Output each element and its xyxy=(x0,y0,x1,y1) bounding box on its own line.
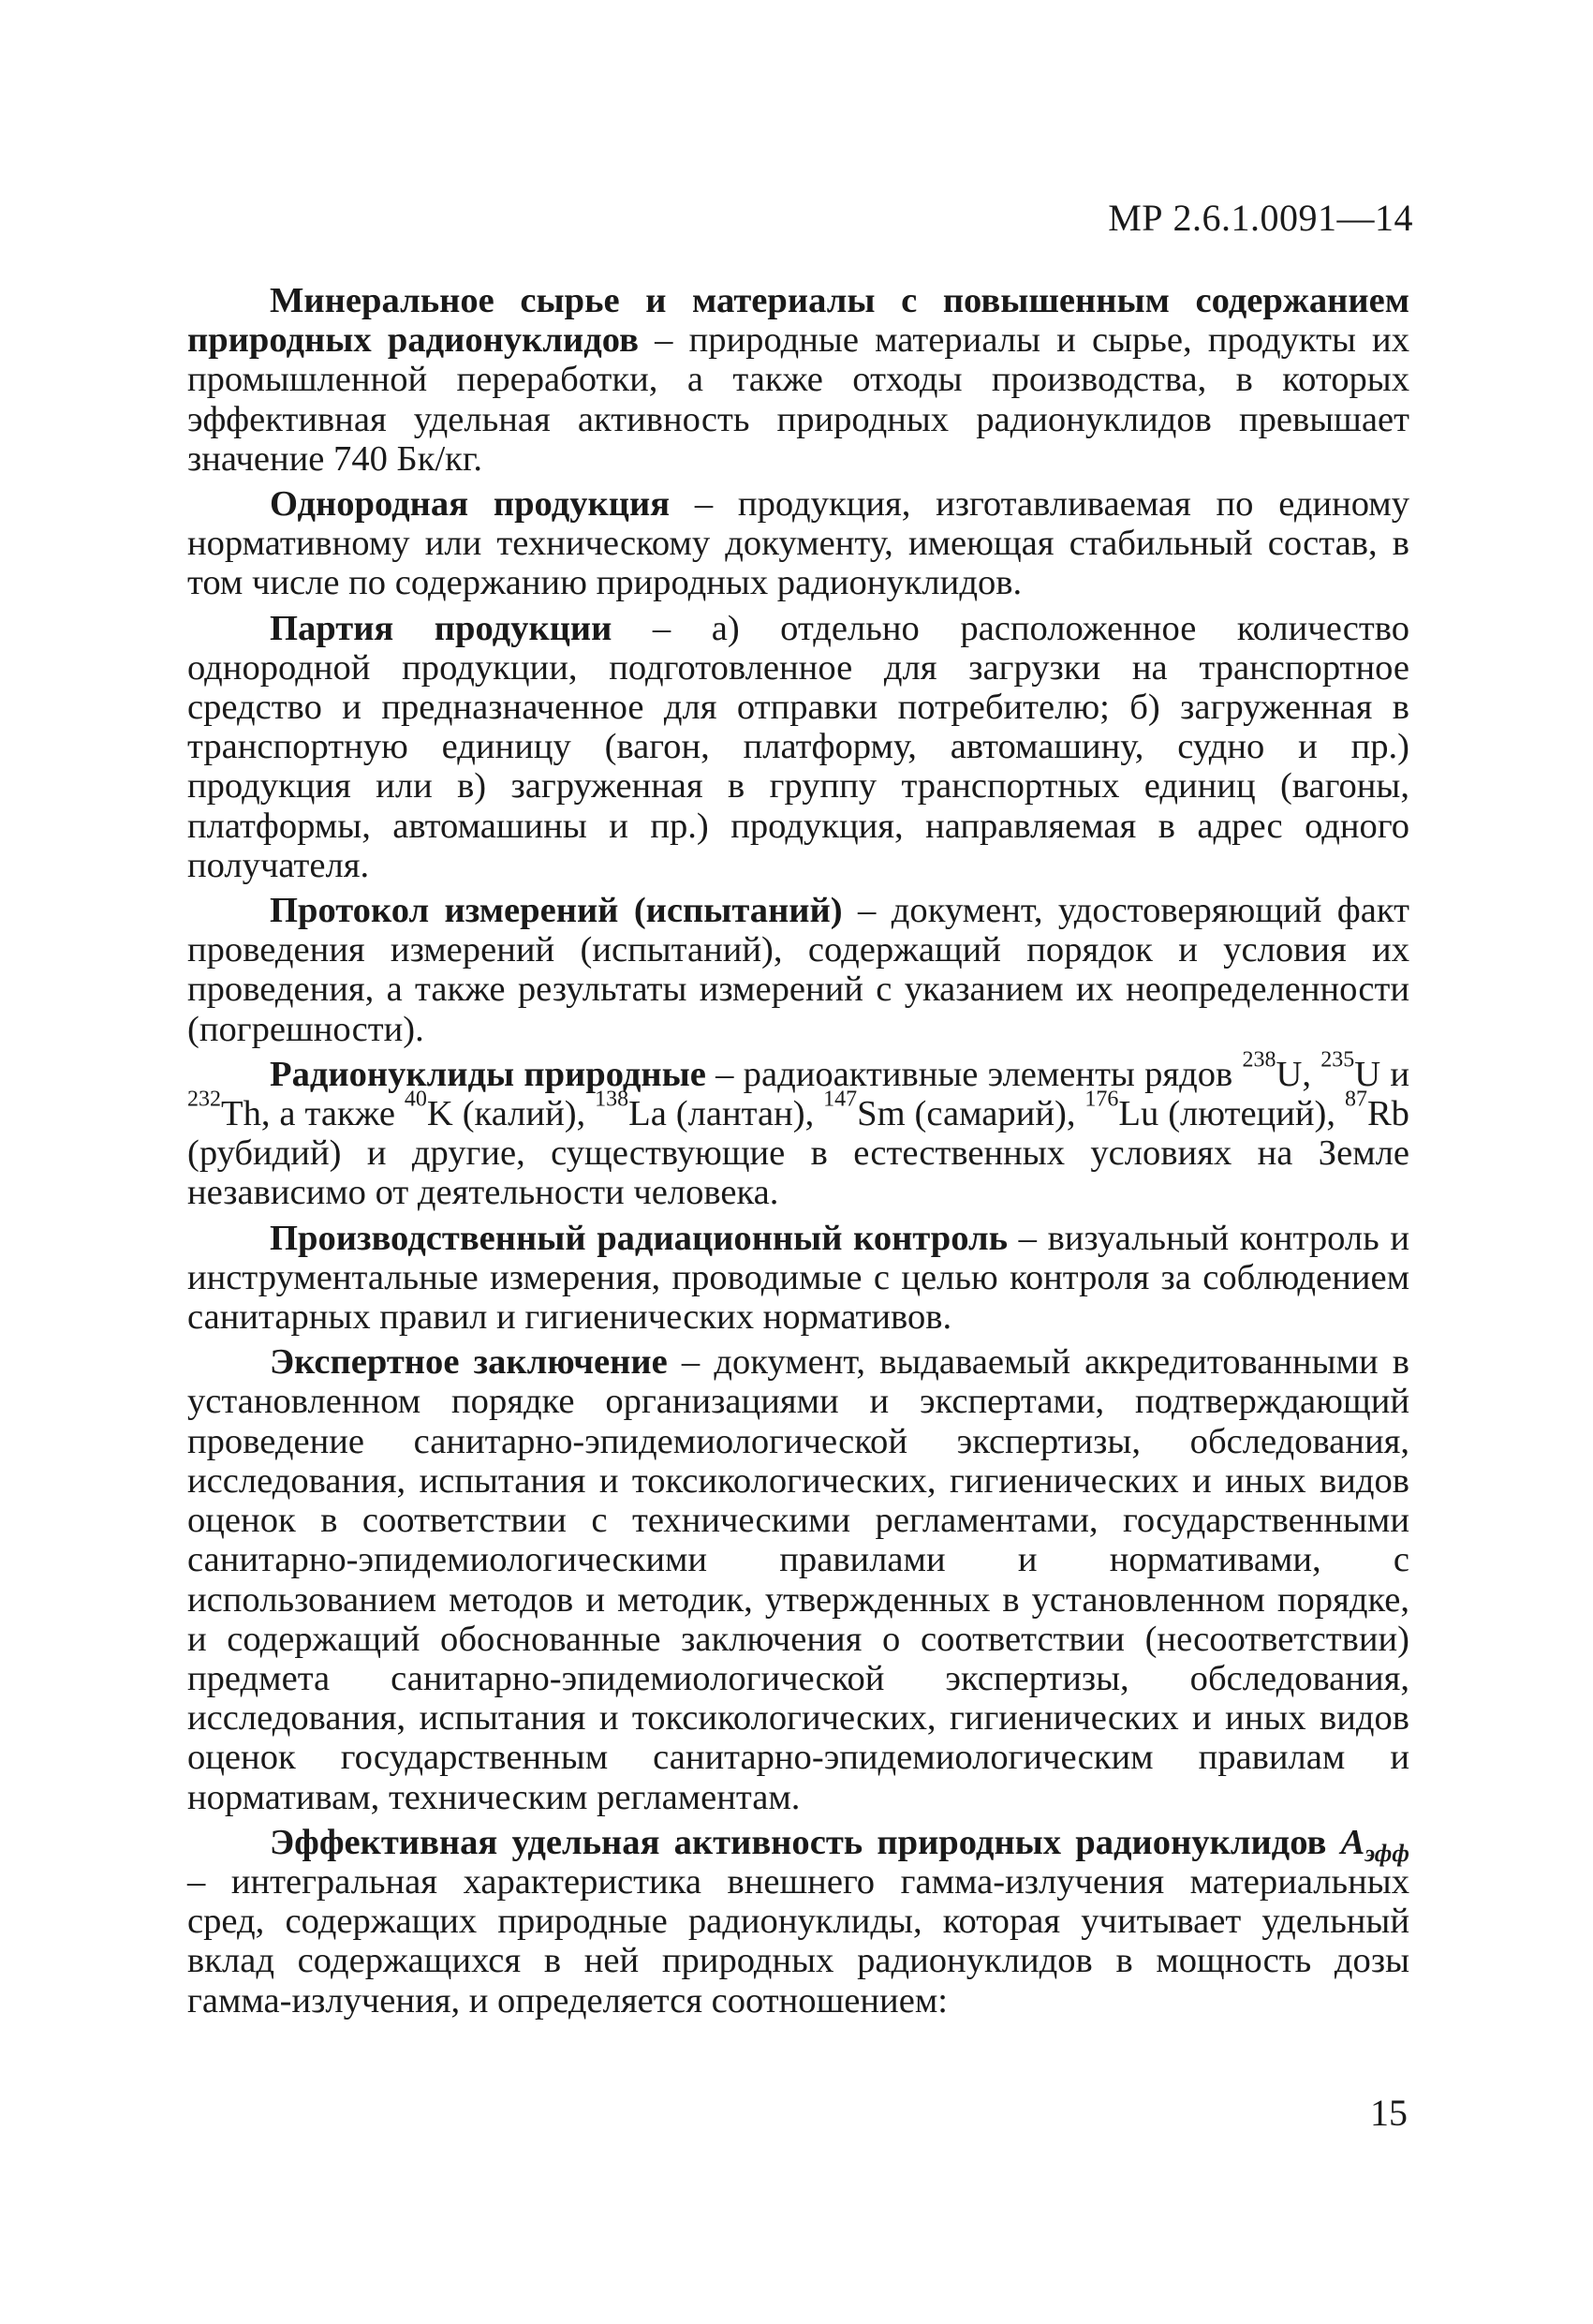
definition-text: – природные материалы и сырье, продукты их промышленной переработки, а также отходы производства, в которых эффективная удельная активность природных радионуклидов превышает значение 740 Бк/кг. xyxy=(187,320,1409,479)
definition-term: Партия продукции xyxy=(270,608,612,648)
definition-term: Протокол измерений (испытаний) xyxy=(270,891,843,931)
isotope-element: Lu (лютеций), xyxy=(1118,1094,1345,1134)
isotope-mass-number: 176 xyxy=(1084,1087,1119,1112)
isotope-mass-number: 40 xyxy=(404,1087,427,1112)
isotope-mass-number: 238 xyxy=(1242,1047,1276,1073)
isotope-mass-number: 87 xyxy=(1344,1087,1367,1112)
isotope-mass-number: 138 xyxy=(595,1087,629,1112)
isotope-mass-number: 232 xyxy=(187,1087,221,1112)
definition-measurement-protocol xyxy=(187,891,1409,1049)
isotope-mass-number: 235 xyxy=(1320,1047,1355,1073)
definitions-body xyxy=(187,281,1409,2026)
isotope-element: U и xyxy=(1354,1054,1409,1094)
definition-expert-conclusion xyxy=(187,1342,1409,1816)
definition-effective-specific-activity xyxy=(187,1823,1409,2021)
isotope-element: Th, а также xyxy=(221,1094,405,1134)
page-number: 15 xyxy=(1370,2092,1408,2134)
document-code-header: МР 2.6.1.0091—14 xyxy=(1108,197,1413,239)
definition-term: Минеральное сырье и материалы с повышенным содержанием природных радионуклидов xyxy=(187,281,1409,361)
definition-text: – документ, выдаваемый аккредитованными в установленном порядке организациями и экспертами, подтверждающий проведение санитарно-эпидемиологической экспертизы, обследования, исследования, испытания и токсикологических, гигиенических и иных видов оценок в соответствии с техническими регламентами, государственными санитарно-эпидемиологическими правилами и нормативами, с использованием методов и методик, утвержденных в установленном порядке, и содержащий обоснованные заключения о соответствии (несоответствии) предмета санитарно-эпидемиологической экспертизы, обследования, исследования, испытания и токсикологических, гигиенических и иных видов оценок государственным санитарно-эпидемиологическим правилам и нормативам, техническим регламентам. xyxy=(187,1342,1410,1817)
definition-term: Эффективная удельная активность природных радионуклидов xyxy=(270,1822,1327,1862)
isotope-element: La (лантан), xyxy=(628,1094,824,1134)
definition-term: Однородная продукция xyxy=(270,484,671,525)
definition-radiation-control xyxy=(187,1219,1409,1338)
definition-text: – продукция, изготавливаемая по единому нормативному или техническому документу, имеющая стабильный состав, в том числе по содержанию природных радионуклидов. xyxy=(187,484,1409,603)
isotope-element: U, xyxy=(1276,1054,1321,1094)
activity-symbol-subscript: эфф xyxy=(1364,1839,1409,1867)
definition-text: – радиоактивные элементы рядов xyxy=(705,1054,1243,1094)
definition-text: – интегральная характеристика внешнего гамма-излучения материальных сред, содержащих природные радионуклиды, которая учитывает удельный вклад содержащихся в ней природных радионуклидов в мощность дозы гамма-излучения, и определяется соотношением: xyxy=(187,1861,1409,2021)
definition-product-batch xyxy=(187,609,1409,885)
definition-text: – а) отдельно расположенное количество однородной продукции, подготовленное для загрузки на транспортное средство и предназначенное для отправки потребителю; б) загруженная в транспортную единицу (вагон, платформу, автомашину, судно и пр.) продукция или в) загруженная в группу транспортных единиц (вагоны, платформы, автомашины и пр.) продукция, направляемая в адрес одного получателя. xyxy=(187,608,1410,885)
definition-text: – документ, удостоверяющий факт проведения измерений (испытаний), содержащий порядок и условия их проведения, а также результаты измерений с указанием их неопределенности (погрешности). xyxy=(187,891,1409,1049)
definition-term: Экспертное заключение xyxy=(270,1342,668,1383)
isotope-element: Sm (самарий), xyxy=(857,1094,1085,1134)
definition-homogeneous-products xyxy=(187,484,1409,603)
activity-symbol-main: А xyxy=(1340,1822,1365,1862)
activity-symbol xyxy=(1340,1822,1409,1867)
definition-term: Радионуклиды природные xyxy=(270,1054,706,1094)
isotope-mass-number: 147 xyxy=(823,1087,858,1112)
isotope-element: Rb (рубидий) и другие, существующие в естественных условиях на Земле независимо от деятельности человека. xyxy=(187,1094,1409,1213)
definition-mineral-raw-materials xyxy=(187,281,1409,479)
definition-natural-radionuclides xyxy=(187,1047,1409,1213)
isotope-element: K (калий), xyxy=(426,1094,596,1134)
definition-text: – визуальный контроль и инструментальные измерения, проводимые с целью контроля за соблюдением санитарных правил и гигиенических нормативов. xyxy=(187,1218,1409,1338)
definition-term: Производственный радиационный контроль xyxy=(270,1218,1009,1258)
